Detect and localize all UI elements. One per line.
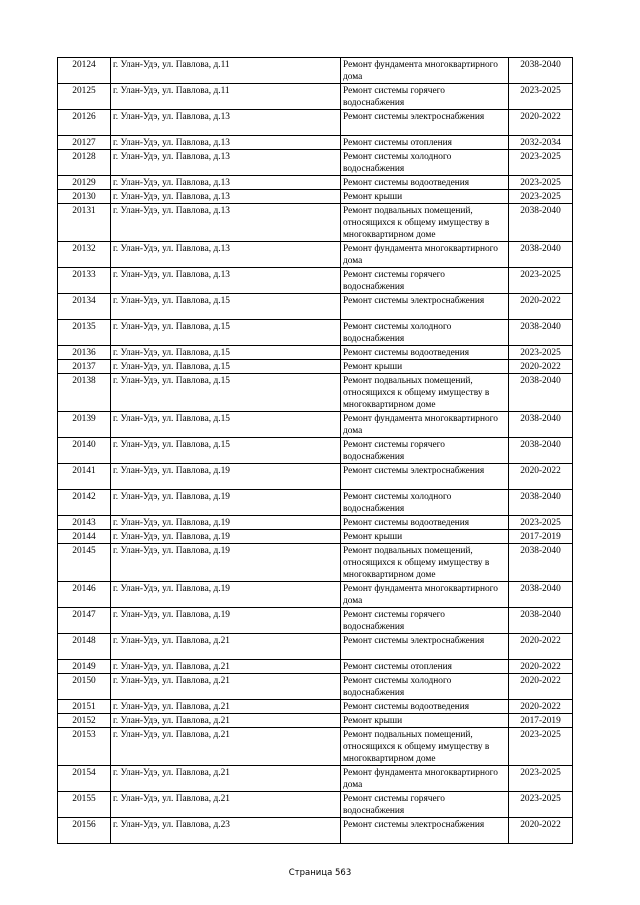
row-address: г. Улан-Удэ, ул. Павлова, д.15 (111, 360, 341, 374)
row-period: 2038-2040 (509, 608, 573, 634)
row-address: г. Улан-Удэ, ул. Павлова, д.15 (111, 374, 341, 412)
row-address: г. Улан-Удэ, ул. Павлова, д.13 (111, 190, 341, 204)
row-work-type: Ремонт подвальных помещений, относящихся к общему имуществу в многоквартирном доме (341, 374, 509, 412)
row-period: 2038-2040 (509, 58, 573, 84)
table-row (58, 84, 573, 110)
row-period: 2023-2025 (509, 150, 573, 176)
row-work-type: Ремонт системы водоотведения (341, 700, 509, 714)
row-address: г. Улан-Удэ, ул. Павлова, д.21 (111, 660, 341, 674)
row-address: г. Улан-Удэ, ул. Павлова, д.15 (111, 438, 341, 464)
row-number: 20146 (58, 582, 111, 608)
row-address: г. Улан-Удэ, ул. Павлова, д.13 (111, 176, 341, 190)
table-row (58, 714, 573, 728)
row-work-type: Ремонт фундамента многоквартирного дома (341, 412, 509, 438)
row-work-type: Ремонт подвальных помещений, относящихся к общему имуществу в многоквартирном доме (341, 728, 509, 766)
row-number: 20128 (58, 150, 111, 176)
table-row (58, 634, 573, 660)
table-row (58, 608, 573, 634)
row-period: 2020-2022 (509, 360, 573, 374)
row-address: г. Улан-Удэ, ул. Павлова, д.13 (111, 110, 341, 136)
row-period: 2020-2022 (509, 700, 573, 714)
row-work-type: Ремонт системы холодного водоснабжения (341, 674, 509, 700)
row-number: 20155 (58, 792, 111, 818)
table-row (58, 204, 573, 242)
table-body (58, 58, 573, 844)
row-number: 20137 (58, 360, 111, 374)
row-number: 20132 (58, 242, 111, 268)
row-address: г. Улан-Удэ, ул. Павлова, д.15 (111, 346, 341, 360)
row-period: 2023-2025 (509, 766, 573, 792)
row-period: 2017-2019 (509, 530, 573, 544)
row-period: 2023-2025 (509, 728, 573, 766)
row-work-type: Ремонт подвальных помещений, относящихся к общему имуществу в многоквартирном доме (341, 204, 509, 242)
row-period: 2020-2022 (509, 634, 573, 660)
row-work-type: Ремонт фундамента многоквартирного дома (341, 582, 509, 608)
row-address: г. Улан-Удэ, ул. Павлова, д.21 (111, 728, 341, 766)
row-address: г. Улан-Удэ, ул. Павлова, д.19 (111, 544, 341, 582)
row-work-type: Ремонт системы горячего водоснабжения (341, 438, 509, 464)
row-address: г. Улан-Удэ, ул. Павлова, д.21 (111, 700, 341, 714)
row-number: 20156 (58, 818, 111, 844)
row-number: 20135 (58, 320, 111, 346)
row-period: 2038-2040 (509, 582, 573, 608)
row-number: 20124 (58, 58, 111, 84)
row-period: 2038-2040 (509, 374, 573, 412)
row-period: 2038-2040 (509, 412, 573, 438)
table-row (58, 660, 573, 674)
table-row (58, 294, 573, 320)
row-number: 20126 (58, 110, 111, 136)
row-work-type: Ремонт системы водоотведения (341, 176, 509, 190)
row-address: г. Улан-Удэ, ул. Павлова, д.15 (111, 412, 341, 438)
row-work-type: Ремонт крыши (341, 714, 509, 728)
row-period: 2020-2022 (509, 818, 573, 844)
row-address: г. Улан-Удэ, ул. Павлова, д.23 (111, 818, 341, 844)
table-row (58, 374, 573, 412)
row-work-type: Ремонт системы электроснабжения (341, 294, 509, 320)
row-period: 2020-2022 (509, 464, 573, 490)
table-row (58, 438, 573, 464)
row-number: 20131 (58, 204, 111, 242)
table-row (58, 792, 573, 818)
row-address: г. Улан-Удэ, ул. Павлова, д.11 (111, 58, 341, 84)
row-period: 2023-2025 (509, 84, 573, 110)
row-number: 20150 (58, 674, 111, 700)
row-address: г. Улан-Удэ, ул. Павлова, д.13 (111, 268, 341, 294)
row-period: 2038-2040 (509, 242, 573, 268)
table-row (58, 490, 573, 516)
row-number: 20143 (58, 516, 111, 530)
row-number: 20151 (58, 700, 111, 714)
row-number: 20127 (58, 136, 111, 150)
row-address: г. Улан-Удэ, ул. Павлова, д.21 (111, 674, 341, 700)
row-address: г. Улан-Удэ, ул. Павлова, д.13 (111, 242, 341, 268)
table-row (58, 464, 573, 490)
table-row (58, 516, 573, 530)
row-period: 2023-2025 (509, 268, 573, 294)
row-address: г. Улан-Удэ, ул. Павлова, д.11 (111, 84, 341, 110)
row-number: 20148 (58, 634, 111, 660)
row-address: г. Улан-Удэ, ул. Павлова, д.15 (111, 294, 341, 320)
row-address: г. Улан-Удэ, ул. Павлова, д.19 (111, 464, 341, 490)
table-row (58, 818, 573, 844)
row-period: 2038-2040 (509, 320, 573, 346)
table-row (58, 320, 573, 346)
row-period: 2038-2040 (509, 204, 573, 242)
table-row (58, 674, 573, 700)
row-work-type: Ремонт системы холодного водоснабжения (341, 150, 509, 176)
row-work-type: Ремонт системы горячего водоснабжения (341, 84, 509, 110)
row-number: 20147 (58, 608, 111, 634)
row-period: 2023-2025 (509, 516, 573, 530)
page-number: Страница 563 (288, 868, 352, 878)
table-row (58, 110, 573, 136)
table-row (58, 728, 573, 766)
row-period: 2017-2019 (509, 714, 573, 728)
row-number: 20134 (58, 294, 111, 320)
table-row (58, 136, 573, 150)
row-number: 20154 (58, 766, 111, 792)
row-number: 20129 (58, 176, 111, 190)
row-work-type: Ремонт фундамента многоквартирного дома (341, 242, 509, 268)
row-address: г. Улан-Удэ, ул. Павлова, д.19 (111, 490, 341, 516)
row-period: 2023-2025 (509, 346, 573, 360)
row-number: 20141 (58, 464, 111, 490)
row-work-type: Ремонт системы горячего водоснабжения (341, 792, 509, 818)
table-row (58, 268, 573, 294)
row-work-type: Ремонт крыши (341, 360, 509, 374)
row-period: 2038-2040 (509, 490, 573, 516)
row-number: 20125 (58, 84, 111, 110)
row-work-type: Ремонт системы водоотведения (341, 516, 509, 530)
row-work-type: Ремонт системы водоотведения (341, 346, 509, 360)
row-work-type: Ремонт фундамента многоквартирного дома (341, 766, 509, 792)
row-number: 20133 (58, 268, 111, 294)
table-row (58, 412, 573, 438)
table-row (58, 150, 573, 176)
table-row (58, 544, 573, 582)
row-work-type: Ремонт крыши (341, 530, 509, 544)
table-row (58, 190, 573, 204)
row-period: 2023-2025 (509, 190, 573, 204)
row-number: 20144 (58, 530, 111, 544)
row-address: г. Улан-Удэ, ул. Павлова, д.15 (111, 320, 341, 346)
row-work-type: Ремонт системы горячего водоснабжения (341, 268, 509, 294)
row-period: 2020-2022 (509, 660, 573, 674)
row-number: 20138 (58, 374, 111, 412)
row-number: 20142 (58, 490, 111, 516)
table-row (58, 360, 573, 374)
repair-schedule-table (57, 57, 573, 844)
row-address: г. Улан-Удэ, ул. Павлова, д.13 (111, 150, 341, 176)
row-work-type: Ремонт системы отопления (341, 136, 509, 150)
row-work-type: Ремонт фундамента многоквартирного дома (341, 58, 509, 84)
row-work-type: Ремонт системы холодного водоснабжения (341, 490, 509, 516)
row-number: 20152 (58, 714, 111, 728)
row-work-type: Ремонт системы отопления (341, 660, 509, 674)
table-row (58, 582, 573, 608)
row-period: 2038-2040 (509, 544, 573, 582)
row-address: г. Улан-Удэ, ул. Павлова, д.21 (111, 792, 341, 818)
row-address: г. Улан-Удэ, ул. Павлова, д.19 (111, 608, 341, 634)
row-period: 2023-2025 (509, 176, 573, 190)
row-number: 20139 (58, 412, 111, 438)
table-row (58, 700, 573, 714)
row-address: г. Улан-Удэ, ул. Павлова, д.21 (111, 766, 341, 792)
row-work-type: Ремонт системы холодного водоснабжения (341, 320, 509, 346)
row-work-type: Ремонт системы горячего водоснабжения (341, 608, 509, 634)
row-number: 20149 (58, 660, 111, 674)
row-period: 2020-2022 (509, 674, 573, 700)
row-work-type: Ремонт системы электроснабжения (341, 818, 509, 844)
row-address: г. Улан-Удэ, ул. Павлова, д.21 (111, 714, 341, 728)
row-work-type: Ремонт подвальных помещений, относящихся к общему имуществу в многоквартирном доме (341, 544, 509, 582)
row-work-type: Ремонт системы электроснабжения (341, 464, 509, 490)
row-period: 2020-2022 (509, 110, 573, 136)
table-row (58, 242, 573, 268)
row-address: г. Улан-Удэ, ул. Павлова, д.19 (111, 582, 341, 608)
row-number: 20145 (58, 544, 111, 582)
row-period: 2023-2025 (509, 792, 573, 818)
table-row (58, 176, 573, 190)
row-period: 2038-2040 (509, 438, 573, 464)
row-number: 20136 (58, 346, 111, 360)
row-address: г. Улан-Удэ, ул. Павлова, д.13 (111, 136, 341, 150)
row-number: 20153 (58, 728, 111, 766)
table-row (58, 530, 573, 544)
row-address: г. Улан-Удэ, ул. Павлова, д.19 (111, 516, 341, 530)
table-row (58, 58, 573, 84)
table-row (58, 766, 573, 792)
row-address: г. Улан-Удэ, ул. Павлова, д.21 (111, 634, 341, 660)
row-work-type: Ремонт крыши (341, 190, 509, 204)
row-period: 2032-2034 (509, 136, 573, 150)
row-address: г. Улан-Удэ, ул. Павлова, д.19 (111, 530, 341, 544)
row-work-type: Ремонт системы электроснабжения (341, 110, 509, 136)
row-number: 20140 (58, 438, 111, 464)
row-period: 2020-2022 (509, 294, 573, 320)
table-row (58, 346, 573, 360)
row-work-type: Ремонт системы электроснабжения (341, 634, 509, 660)
row-number: 20130 (58, 190, 111, 204)
row-address: г. Улан-Удэ, ул. Павлова, д.13 (111, 204, 341, 242)
